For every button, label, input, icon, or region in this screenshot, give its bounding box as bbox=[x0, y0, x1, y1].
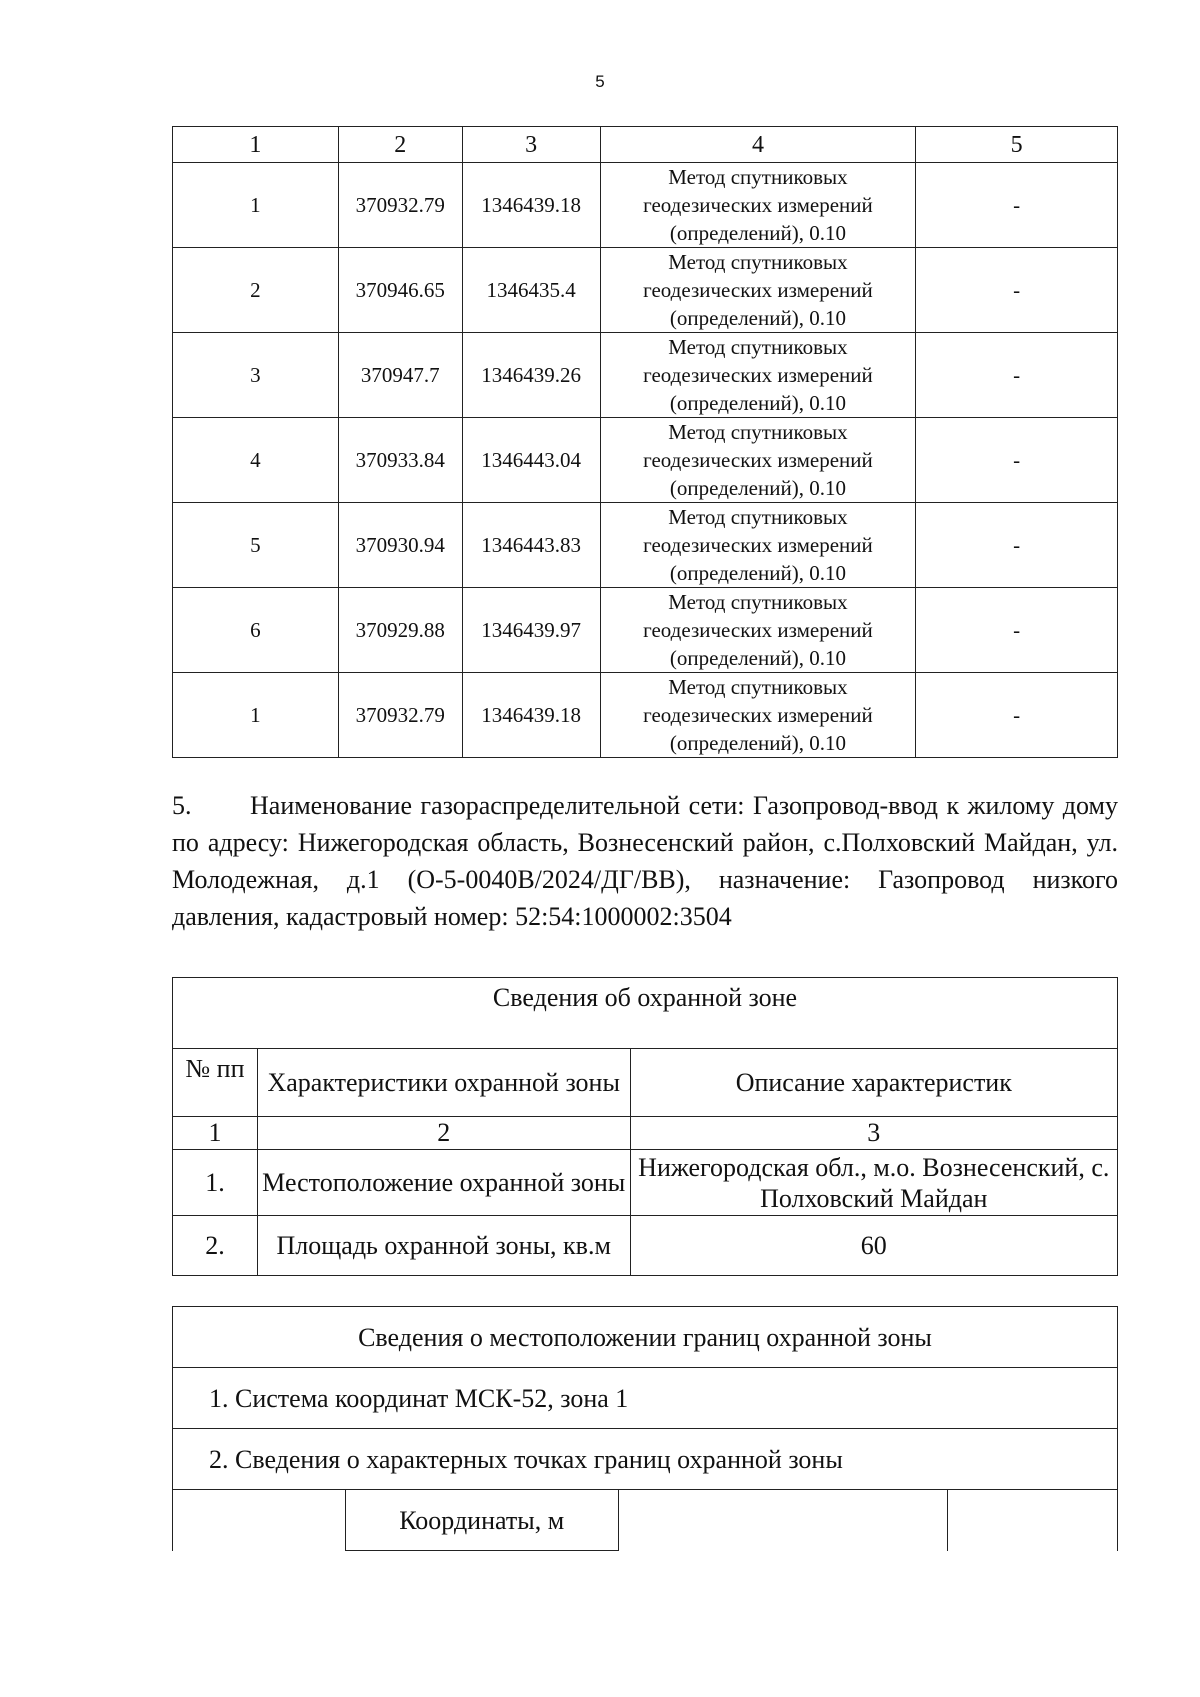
header-cell: 2 bbox=[338, 127, 462, 163]
description-cell: - bbox=[916, 163, 1118, 248]
method-cell bbox=[600, 503, 916, 588]
x-coordinate: 370930.94 bbox=[338, 503, 462, 588]
x-coordinate: 370932.79 bbox=[338, 673, 462, 758]
x-coordinate: 370946.65 bbox=[338, 248, 462, 333]
table-row bbox=[173, 248, 1118, 333]
method-line: (определений), 0.10 bbox=[669, 221, 846, 245]
coordinate-system-item: 1. Система координат МСК-52, зона 1 bbox=[173, 1368, 1118, 1429]
header-cell: Характеристики охранной зоны bbox=[257, 1049, 630, 1117]
x-coordinate: 370929.88 bbox=[338, 588, 462, 673]
row-number: 1. bbox=[173, 1150, 258, 1216]
coordinates-table bbox=[172, 126, 1118, 758]
table-header-row bbox=[173, 127, 1118, 163]
method-cell bbox=[600, 248, 916, 333]
description-cell: - bbox=[916, 588, 1118, 673]
y-coordinate: 1346443.83 bbox=[462, 503, 600, 588]
column-number: 2 bbox=[257, 1117, 630, 1150]
row-number: 2. bbox=[173, 1216, 258, 1276]
coordinates-header: Координаты, м bbox=[345, 1490, 618, 1551]
table-header-row bbox=[173, 1049, 1118, 1117]
boundaries-table-title: Сведения о местоположении границ охранной зоны bbox=[173, 1307, 1118, 1368]
table-row bbox=[173, 1216, 1118, 1276]
characteristic-cell: Площадь охранной зоны, кв.м bbox=[257, 1216, 630, 1276]
method-line: (определений), 0.10 bbox=[669, 646, 846, 670]
boundary-points-item: 2. Сведения о характерных точках границ охранной зоны bbox=[173, 1429, 1118, 1490]
method-line: (определений), 0.10 bbox=[669, 306, 846, 330]
protection-zone-table bbox=[172, 977, 1118, 1276]
point-number: 3 bbox=[173, 333, 339, 418]
x-coordinate: 370933.84 bbox=[338, 418, 462, 503]
characteristic-cell: Местоположение охранной зоны bbox=[257, 1150, 630, 1216]
method-cell bbox=[600, 673, 916, 758]
method-cell bbox=[600, 418, 916, 503]
method-line: (определений), 0.10 bbox=[669, 391, 846, 415]
boundaries-table bbox=[172, 1306, 1118, 1551]
empty-cell bbox=[948, 1490, 1118, 1551]
page-number: 5 bbox=[595, 72, 605, 91]
method-line: Метод спутниковых bbox=[668, 335, 848, 359]
method-line: геодезических измерений bbox=[643, 448, 873, 472]
column-numbers-row bbox=[173, 1117, 1118, 1150]
method-line: Метод спутниковых bbox=[668, 505, 848, 529]
y-coordinate: 1346439.18 bbox=[462, 163, 600, 248]
description-cell: - bbox=[916, 333, 1118, 418]
method-line: геодезических измерений bbox=[643, 193, 873, 217]
x-coordinate: 370947.7 bbox=[338, 333, 462, 418]
table-row bbox=[173, 503, 1118, 588]
method-line: (определений), 0.10 bbox=[669, 731, 846, 755]
header-cell: № пп bbox=[173, 1049, 258, 1117]
point-number: 4 bbox=[173, 418, 339, 503]
section-5-paragraph bbox=[172, 787, 1118, 935]
table-row bbox=[173, 163, 1118, 248]
y-coordinate: 1346435.4 bbox=[462, 248, 600, 333]
zone-table-title: Сведения об охранной зоне bbox=[173, 978, 1118, 1049]
method-line: Метод спутниковых bbox=[668, 250, 848, 274]
point-number: 1 bbox=[173, 673, 339, 758]
method-line: Метод спутниковых bbox=[668, 165, 848, 189]
description-cell: - bbox=[916, 503, 1118, 588]
table-row bbox=[173, 588, 1118, 673]
description-cell: Нижегородская обл., м.о. Вознесенский, с. Полховский Майдан bbox=[630, 1150, 1117, 1216]
method-line: геодезических измерений bbox=[643, 533, 873, 557]
y-coordinate: 1346443.04 bbox=[462, 418, 600, 503]
method-line: (определений), 0.10 bbox=[669, 476, 846, 500]
method-line: Метод спутниковых bbox=[668, 675, 848, 699]
method-cell bbox=[600, 588, 916, 673]
table-row bbox=[173, 1150, 1118, 1216]
description-cell: 60 bbox=[630, 1216, 1117, 1276]
method-cell bbox=[600, 333, 916, 418]
table-row bbox=[173, 673, 1118, 758]
method-line: (определений), 0.10 bbox=[669, 561, 846, 585]
point-number: 2 bbox=[173, 248, 339, 333]
method-line: геодезических измерений bbox=[643, 703, 873, 727]
section-text: Наименование газораспределительной сети: Газопровод-ввод к жилому дому по адресу: Нижегородская область, Вознесенский район, с.Полховский Майдан, ул. Молодежная, д.1 (О-5-0040В/2024/ДГ/ВВ), назначение: Газопровод низкого давления, кадастровый номер: 52:54:1000002:3504 bbox=[172, 791, 1118, 931]
description-cell: - bbox=[916, 673, 1118, 758]
empty-cell bbox=[173, 1490, 346, 1551]
header-cell: 3 bbox=[462, 127, 600, 163]
method-line: Метод спутниковых bbox=[668, 420, 848, 444]
method-line: геодезических измерений bbox=[643, 278, 873, 302]
column-number: 3 bbox=[630, 1117, 1117, 1150]
method-line: геодезических измерений bbox=[643, 618, 873, 642]
empty-cell bbox=[618, 1490, 948, 1551]
table-row bbox=[173, 418, 1118, 503]
method-line: геодезических измерений bbox=[643, 363, 873, 387]
y-coordinate: 1346439.97 bbox=[462, 588, 600, 673]
description-cell: - bbox=[916, 248, 1118, 333]
header-cell: 1 bbox=[173, 127, 339, 163]
y-coordinate: 1346439.26 bbox=[462, 333, 600, 418]
header-cell: 4 bbox=[600, 127, 916, 163]
description-cell: - bbox=[916, 418, 1118, 503]
point-number: 6 bbox=[173, 588, 339, 673]
header-cell: 5 bbox=[916, 127, 1118, 163]
section-number: 5. bbox=[172, 791, 192, 820]
x-coordinate: 370932.79 bbox=[338, 163, 462, 248]
point-number: 5 bbox=[173, 503, 339, 588]
column-number: 1 bbox=[173, 1117, 258, 1150]
y-coordinate: 1346439.18 bbox=[462, 673, 600, 758]
point-number: 1 bbox=[173, 163, 339, 248]
method-line: Метод спутниковых bbox=[668, 590, 848, 614]
method-cell bbox=[600, 163, 916, 248]
table-header-row bbox=[173, 1490, 1118, 1551]
table-row bbox=[173, 333, 1118, 418]
header-cell: Описание характеристик bbox=[630, 1049, 1117, 1117]
